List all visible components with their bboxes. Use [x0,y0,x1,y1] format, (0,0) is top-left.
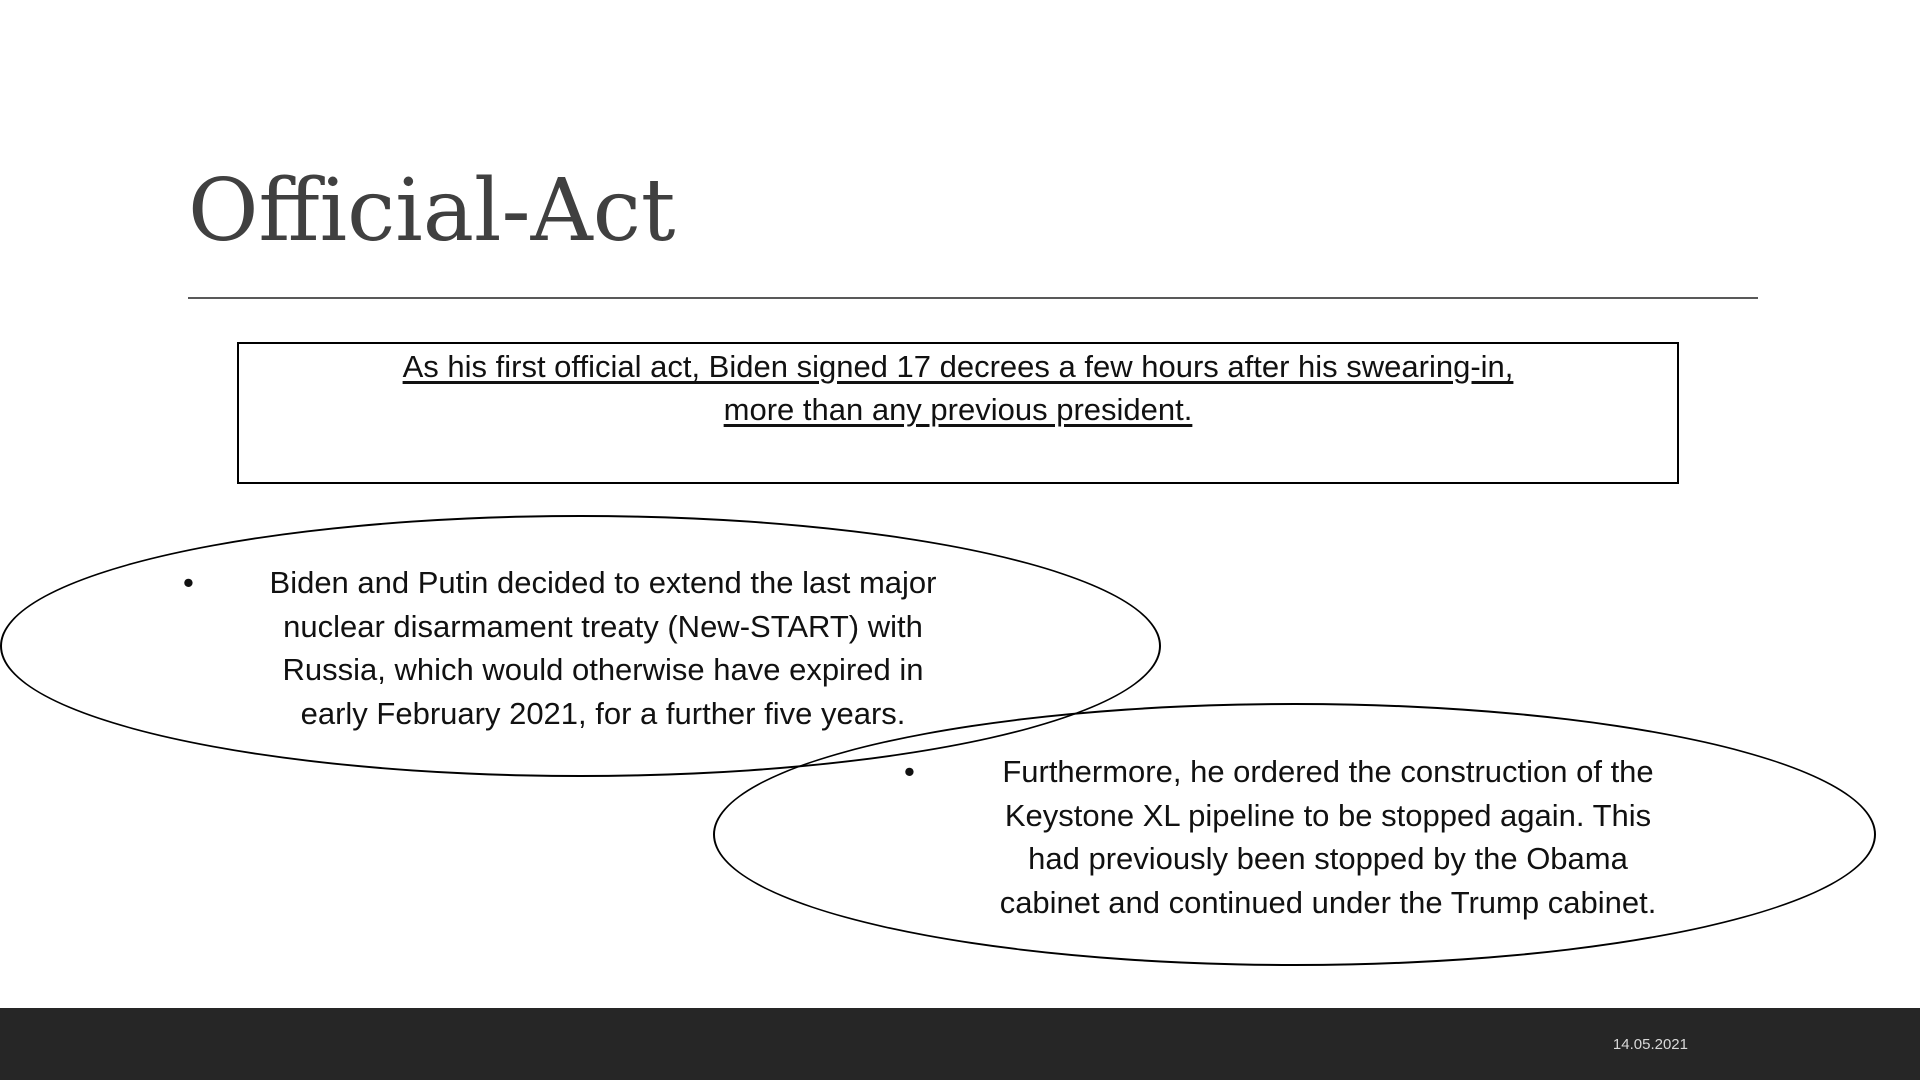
intro-line-2: more than any previous president. [723,392,1193,427]
footer-bar [0,1008,1920,1080]
title-divider [188,297,1758,299]
intro-text [239,344,1677,431]
bullet-line: Furthermore, he ordered the construction of the [1002,754,1654,789]
bullet-line: cabinet and continued under the Trump cabinet. [999,884,1657,920]
slide-title: Official-Act [188,161,676,261]
bullet-line: early February 2021, for a further five years. [300,695,906,731]
bullet-line: Russia, which would otherwise have expired in [282,652,924,687]
intro-line-1: As his first official act, Biden signed 17 decrees a few hours after his swearing-in, [402,349,1514,384]
bullet-line: Biden and Putin decided to extend the last major [269,565,937,600]
bullet-marker: • [904,754,915,789]
bullet-line: nuclear disarmament treaty (New-START) with [283,608,923,644]
footer-date: 14.05.2021 [1612,1036,1688,1053]
bullet-line: had previously been stopped by the Obama [1028,841,1628,876]
bullet-text [944,750,1712,924]
bullet-marker: • [183,565,194,600]
bullet-item-new-start [183,561,983,735]
bullet-line: Keystone XL pipeline to be stopped again. This [1004,797,1652,833]
bullet-text [223,561,983,735]
bullet-item-keystone [904,750,1712,924]
intro-textbox [237,342,1679,484]
